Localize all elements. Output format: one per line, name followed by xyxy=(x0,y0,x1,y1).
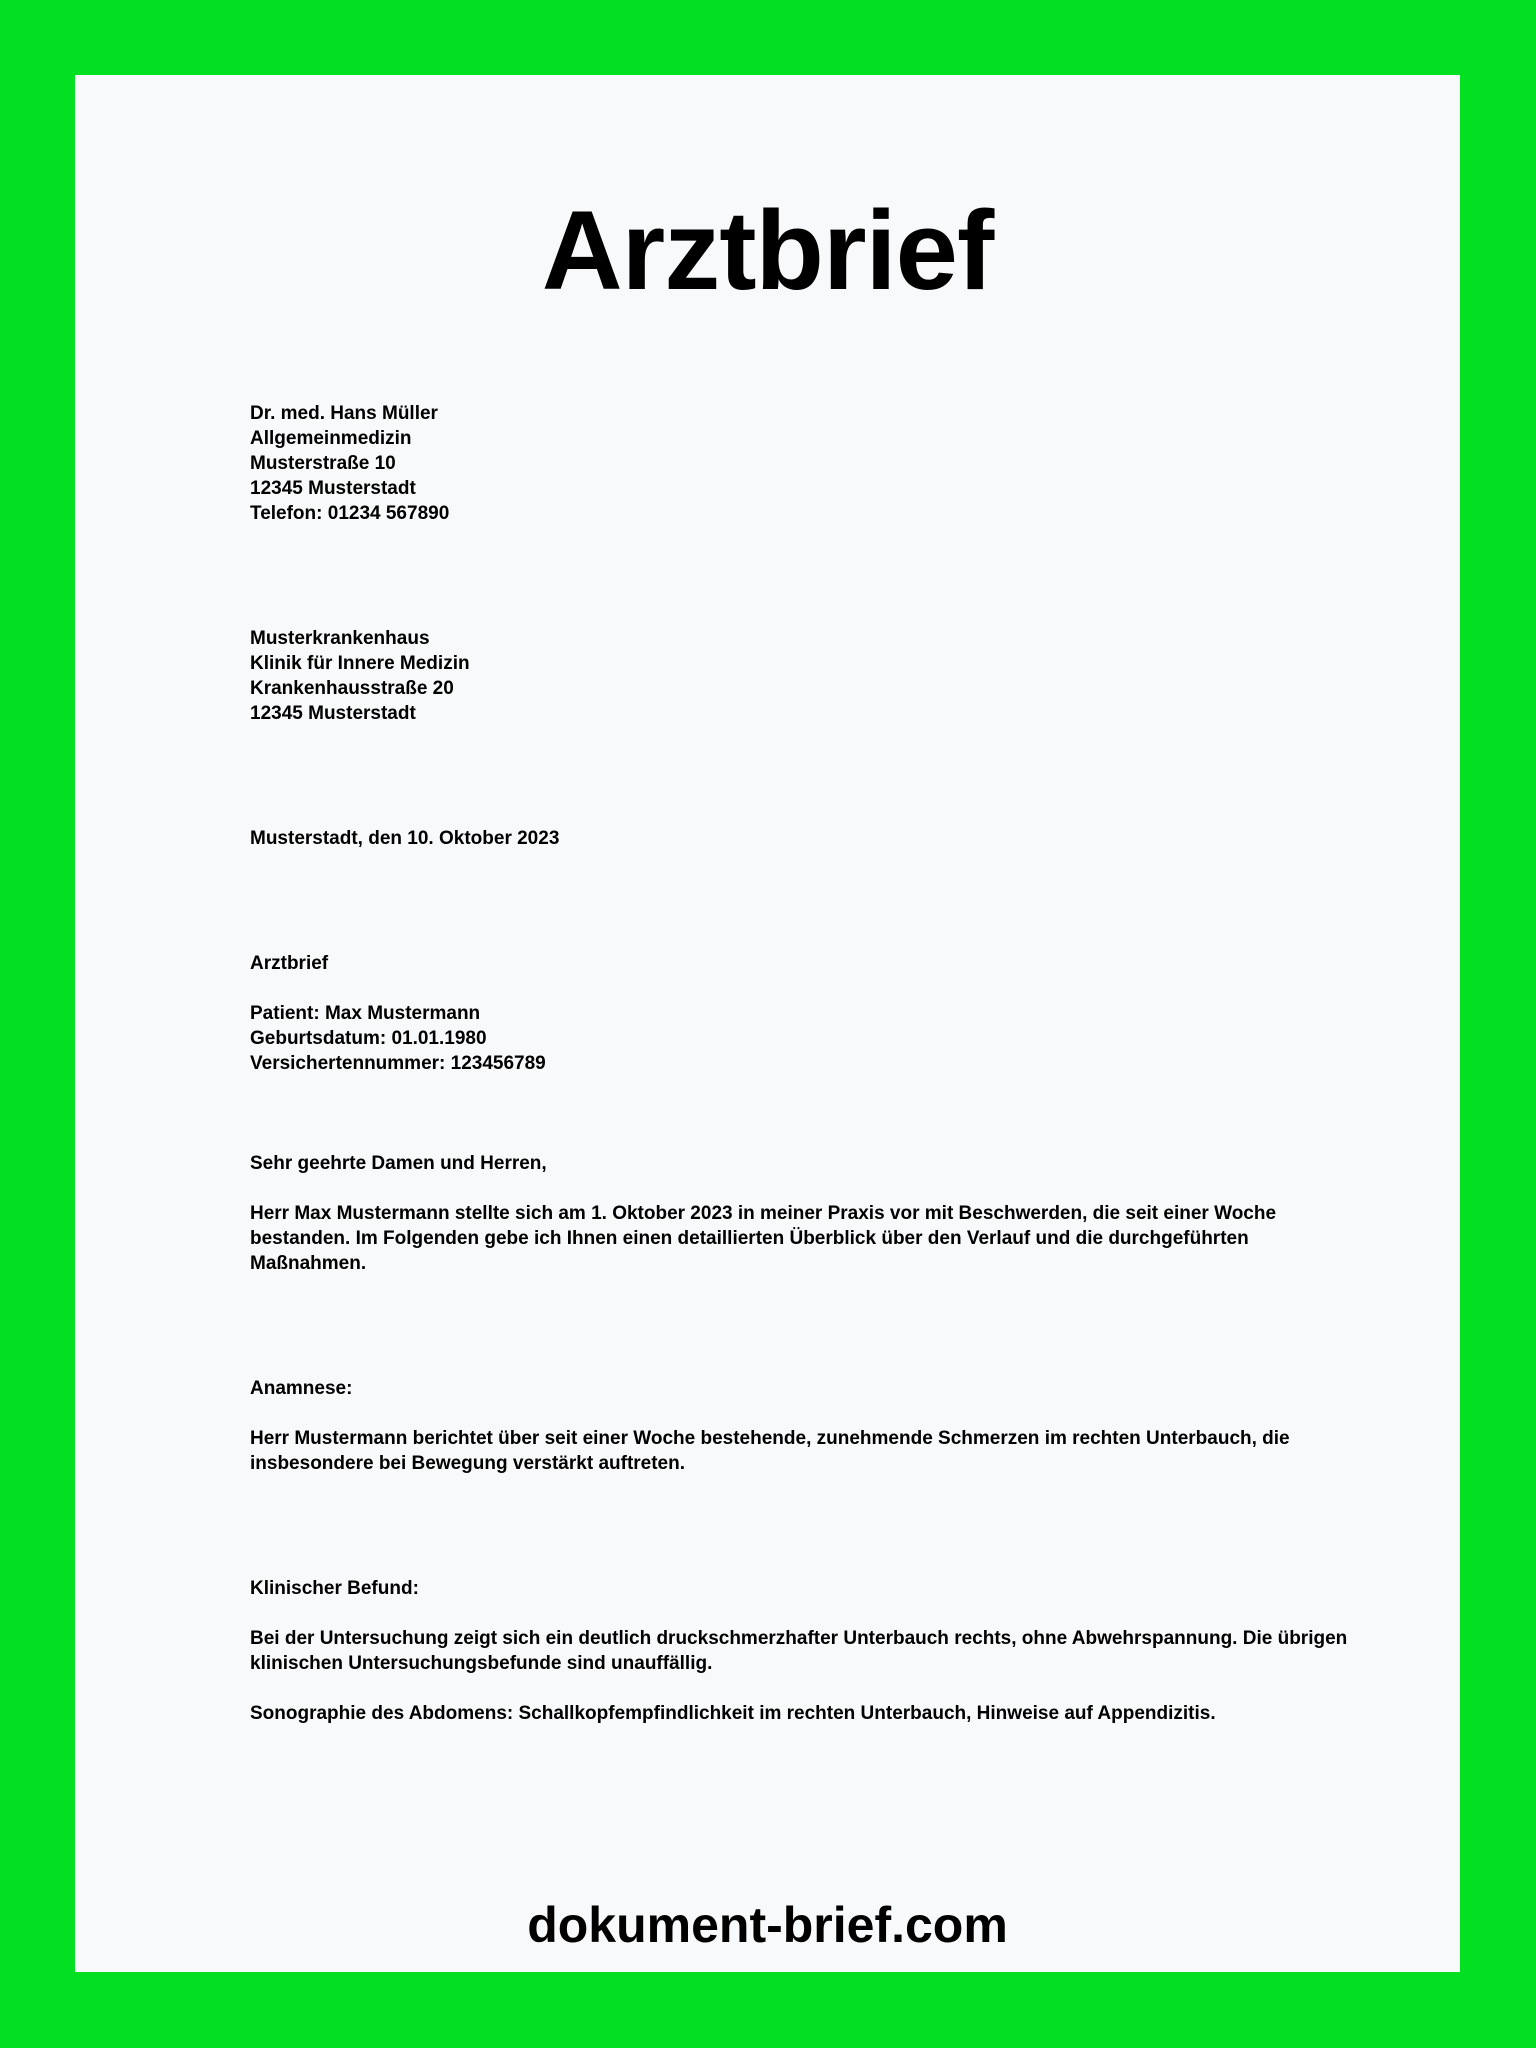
patient-info xyxy=(250,1001,1350,1076)
sender-address xyxy=(250,401,1350,526)
anamnese-heading: Anamnese: xyxy=(250,1378,353,1399)
befund-text: Bei der Untersuchung zeigt sich ein deutlich druckschmerzhafter Unterbauch rechts, ohne Abwehrspannung. Die übrigen klinischen Untersuchungsbefunde sind unauffällig. xyxy=(250,1628,1348,1674)
recipient-street: Krankenhausstraße 20 xyxy=(250,678,454,699)
sender-phone: Telefon: 01234 567890 xyxy=(250,503,450,524)
sender-specialty: Allgemeinmedizin xyxy=(250,428,412,449)
date-line: Musterstadt, den 10. Oktober 2023 xyxy=(250,828,560,849)
sender-name: Dr. med. Hans Müller xyxy=(250,403,438,424)
recipient-city: 12345 Musterstadt xyxy=(250,703,416,724)
intro-paragraph: Herr Max Mustermann stellte sich am 1. Oktober 2023 in meiner Praxis vor mit Beschwerden, die seit einer Woche bestanden. Im Folgenden gebe ich Ihnen einen detaillierten Überblick über den Verlauf und die durchgeführten Maßnahmen. xyxy=(250,1203,1277,1274)
salutation: Sehr geehrte Damen und Herren, xyxy=(250,1153,547,1174)
patient-name: Patient: Max Mustermann xyxy=(250,1003,481,1024)
anamnese-text: Herr Mustermann berichtet über seit einer Woche bestehende, zunehmende Schmerzen im rechten Unterbauch, die insbesondere bei Bewegung verstärkt auftreten. xyxy=(250,1428,1290,1474)
recipient-name: Musterkrankenhaus xyxy=(250,628,430,649)
patient-insurance: Versichertennummer: 123456789 xyxy=(250,1053,546,1074)
subject-line: Arztbrief xyxy=(250,953,329,974)
letter-page xyxy=(75,75,1460,1972)
sender-city: 12345 Musterstadt xyxy=(250,478,416,499)
footer-website: dokument-brief.com xyxy=(527,1897,1008,1953)
recipient-department: Klinik für Innere Medizin xyxy=(250,653,470,674)
document-title: Arztbrief xyxy=(541,188,994,313)
recipient-address xyxy=(250,626,1350,726)
befund-heading: Klinischer Befund: xyxy=(250,1578,419,1599)
sender-street: Musterstraße 10 xyxy=(250,453,396,474)
patient-dob: Geburtsdatum: 01.01.1980 xyxy=(250,1028,487,1049)
sonography-text: Sonographie des Abdomens: Schallkopfempfindlichkeit im rechten Unterbauch, Hinweise auf Appendizitis. xyxy=(250,1703,1216,1724)
